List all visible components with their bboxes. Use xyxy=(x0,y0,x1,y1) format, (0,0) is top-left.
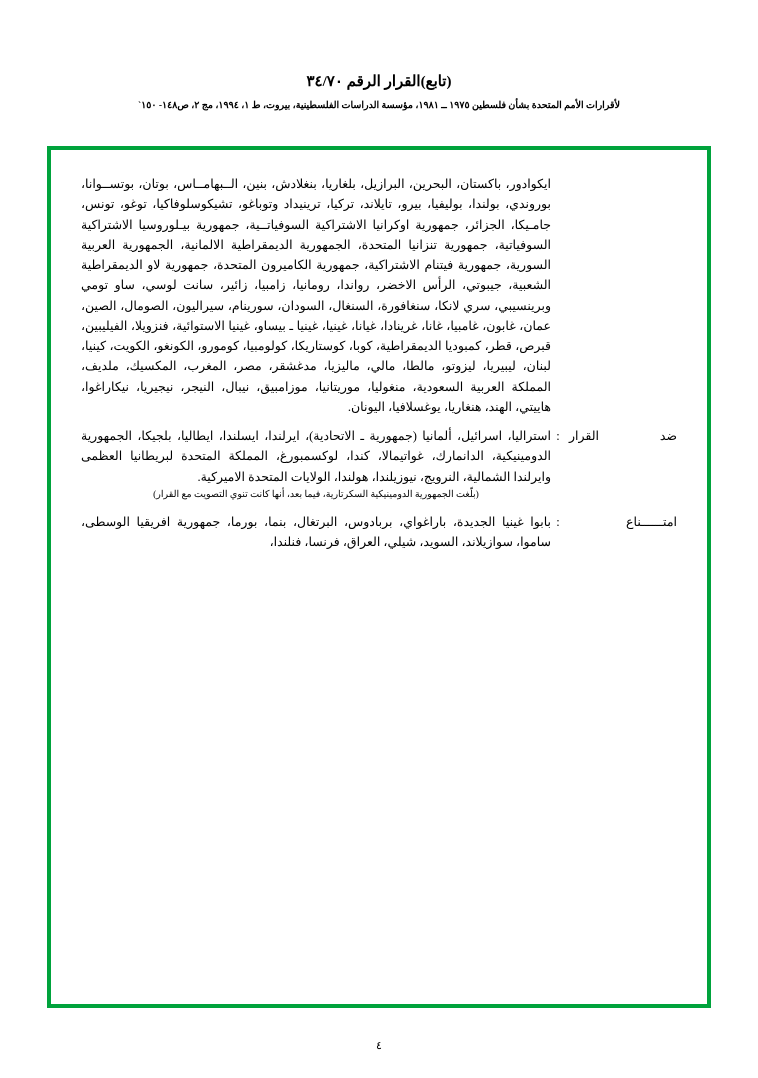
page-number: ٤ xyxy=(376,1040,382,1052)
against-vote-label: ضد القرار xyxy=(569,429,677,443)
against-vote-note: (بلّغت الجمهورية الدومينيكية السكرتارية، فيما بعد، أنها كانت تنوي التصويت مع القرار) xyxy=(153,489,479,500)
against-vote-list: استراليا، اسرائيل، ألمانيا (جمهورية ـ الاتحادية)، ايرلندا، ايسلندا، ايطاليا، بلجيكا، الجمهورية الدومينيكية، الدانمارك، غواتيمالا، كندا، لوكسمبورغ، المملكة المتحدة لبريطانيا العظمى وايرلندا الشمالية، النرويج، نيوزيلندا، هولندا، الولايات المتحدة الاميركية. xyxy=(81,429,551,484)
abstain-vote-colon: : xyxy=(556,514,560,529)
page-header xyxy=(0,0,758,113)
in-favour-vote-list: ايكوادور، باكستان، البحرين، البرازيل، بلغاريا، بنغلادش، بنين، الــبهامــاس، بوتان، بوتســوانا، بوروندي، بولندا، بوليفيا، بيرو، تايلاند، تركيا، ترينيداد وتوباغو، تشيكوسلوفاكيا، توغو، تونس، جامـيكا، الجزائر، جمهورية اوكرانيا الاشتراكية السوفياتــية، جمهورية بيـلوروسيا الاشتراكية السوفياتية، جمهورية تنزانيا المتحدة، الجمهورية الديمقراطية الالمانية، الجمهورية العربية السورية، جمهورية فيتنام الاشتراكية، جمهورية الكاميرون المتحدة، جمهورية لاو الديمقراطية الشعبية، جيبوتي، الرأس الاخضر، رواندا، رومانيا، زامبيا، زائير، سانت لوسي، ساو تومي وبرينسيبي، سري لانكا، سنغافورة، السنغال، السودان، سورينام، سيراليون، الصومال، الصين، عمان، غابون، غامبيا، غانا، غرينادا، غيانا، غينيا، غينيا ـ بيساو، غينيا الاستوائية، فنزويلا، الفيليبين، قبرص، قطر، كمبوديا الديمقراطية، كوبا، كوستاريكا، كولومبيا، كومورو، الكونغو، الكويت، كينيا، لبنان، ليبيريا، ليزوتو، مالطا، مالي، ماليزيا، مدغشقر، مصر، المغرب، المكسيك، ملديف، المملكة العربية السعودية، منغوليا، موريتانيا، موزامبيق، نيبال، النيجر، نيجيريا، نيكاراغوا، هاييتي، الهند، هنغاريا، يوغسلافيا، اليونان. xyxy=(81,177,551,414)
green-border-frame xyxy=(47,146,711,1008)
abstain-vote-label: امتــــــناع xyxy=(626,514,677,529)
against-vote-colon: : xyxy=(556,429,560,443)
against-vote-block xyxy=(81,426,677,487)
document-source-citation: ﻷقرارات الأمم المتحدة بشأن فلسطين ١٩٧٥ ــ ١٩٨١، مؤسسة الدراسات الفلسطينية، بيروت، ط ١، ١٩٩٤، مج ٢، ص١٤٨- ١٥٠` xyxy=(137,101,621,111)
frame-content xyxy=(81,174,677,994)
abstain-vote-list: بابوا غينيا الجديدة، باراغواي، بربادوس، البرتغال، بنما، بورما، جمهورية افريقيا الوسطى، ساموا، سوازيلاند، السويد، شيلي، العراق، فرنسا، فنلندا، xyxy=(81,514,551,549)
abstain-vote-block xyxy=(81,512,677,553)
document-title: (تابع)القرار الرقم ٣٤/٧٠ xyxy=(306,74,452,90)
